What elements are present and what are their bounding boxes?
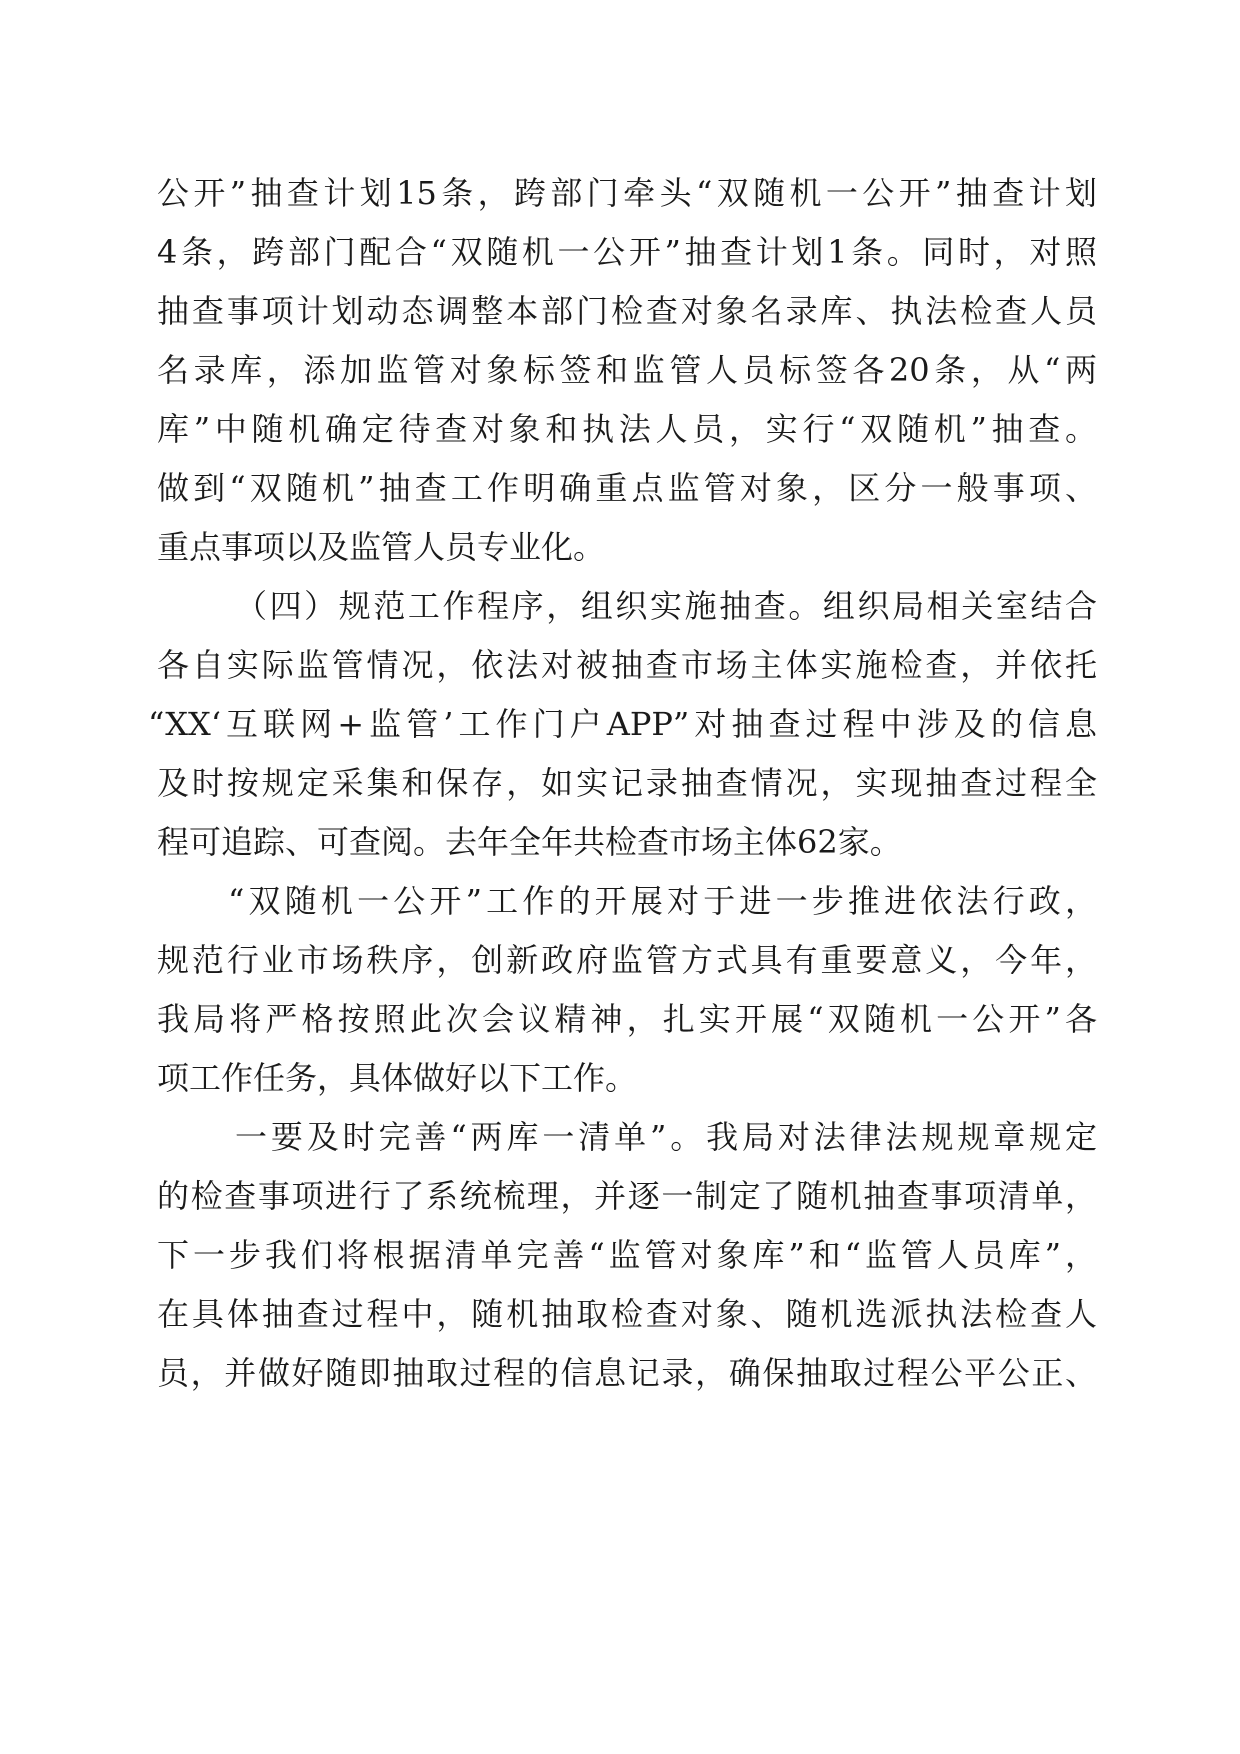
text-line: 我局将严格按照此次会议精神，扎实开展“双随机一公开”各 [157,1000,1097,1038]
text-line: “双随机一公开”工作的开展对于进一步推进依法行政， [228,882,1097,920]
text-line: 项工作任务，具体做好以下工作。 [157,1059,638,1097]
text-line: 下一步我们将根据清单完善“监管对象库”和“监管人员库”， [157,1236,1097,1274]
text-line: 的检查事项进行了系统梳理，并逐一制定了随机抽查事项清单， [157,1177,1097,1215]
text-line: “XX‘互联网+监管’工作门户APP”对抽查过程中涉及的信息 [148,705,1097,743]
section-heading-line: （四）规范工作程序，组织实施抽查。组织局相关室结合 [235,587,1097,625]
text-line: 抽查事项计划动态调整本部门检查对象名录库、执法检查人员 [157,292,1097,330]
text-line: 公开”抽查计划15条，跨部门牵头“双随机一公开”抽查计划 [157,174,1097,212]
text-line: 在具体抽查过程中，随机抽取检查对象、随机选派执法检查人 [157,1295,1097,1333]
text-line: 及时按规定采集和保存，如实记录抽查情况，实现抽查过程全 [157,764,1097,802]
text-line: 库”中随机确定待查对象和执法人员，实行“双随机”抽查。 [157,410,1097,448]
text-line: 重点事项以及监管人员专业化。 [157,528,606,566]
text-line: 规范行业市场秩序，创新政府监管方式具有重要意义，今年， [157,941,1097,979]
text-line: 一要及时完善“两库一清单”。我局对法律法规规章规定 [235,1118,1097,1156]
text-line: 4条，跨部门配合“双随机一公开”抽查计划1条。同时，对照 [157,233,1097,271]
text-line: 名录库，添加监管对象标签和监管人员标签各20条，从“两 [157,351,1097,389]
text-line: 程可追踪、可查阅。去年全年共检查市场主体62家。 [157,823,902,861]
text-line: 做到“双随机”抽查工作明确重点监管对象，区分一般事项、 [157,469,1097,507]
text-line: 各自实际监管情况，依法对被抽查市场主体实施检查，并依托 [157,646,1097,684]
text-line: 员，并做好随即抽取过程的信息记录，确保抽取过程公平公正、 [157,1354,1097,1392]
